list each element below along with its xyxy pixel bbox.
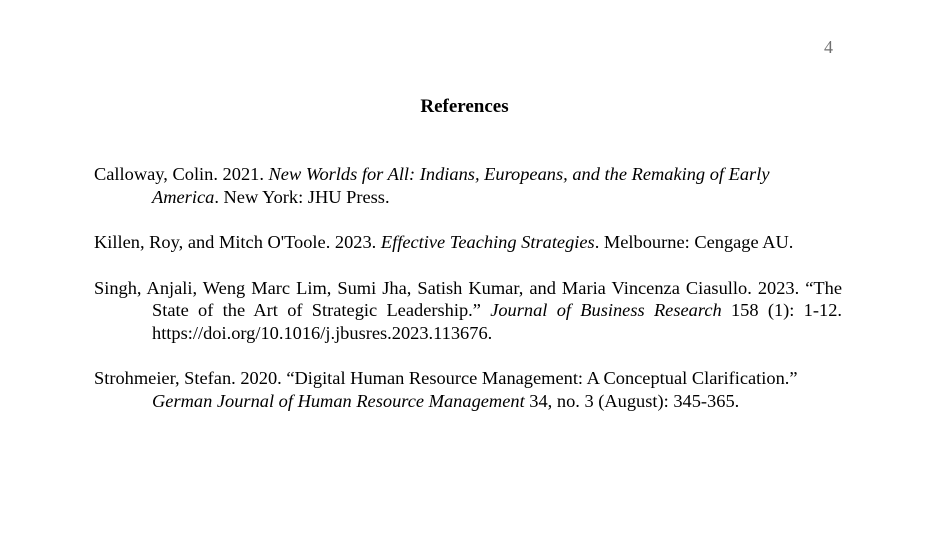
reference-text: 34, no. 3 (August): 345-365.	[524, 390, 740, 411]
reference-title: New Worlds for All: Indians, Europeans, and the Remaking of Early America	[152, 164, 770, 207]
reference-killen	[94, 231, 822, 254]
reference-text: Calloway, Colin. 2021.	[94, 164, 269, 184]
reference-text: Singh, Anjali, Weng Marc Lim, Sumi Jha, Satish Kumar, and Maria Vincenza Ciasullo. 2023. “The State of the Art of Strategic Leadership.”	[94, 277, 842, 320]
references-heading: References	[420, 96, 509, 117]
reference-text: . Melbourne: Cengage AU.	[594, 232, 794, 252]
reference-title: German Journal of Human Resource Management	[152, 390, 525, 411]
reference-calloway	[94, 163, 822, 208]
reference-text: 158 (1): 1-12. https://doi.org/10.1016/j.jbusres.2023.113676.	[152, 300, 842, 343]
page-number: 4	[824, 37, 833, 57]
reference-text: Killen, Roy, and Mitch O'Toole. 2023.	[94, 232, 381, 252]
reference-singh	[94, 277, 842, 345]
reference-text: Strohmeier, Stefan. 2020. “Digital Human Resource Management: A Conceptual Clarification.”	[94, 368, 798, 388]
reference-list	[94, 163, 842, 435]
reference-title: Effective Teaching Strategies	[380, 232, 595, 252]
reference-text: . New York: JHU Press.	[214, 186, 390, 207]
reference-title: Journal of Business Research	[490, 300, 722, 320]
reference-strohmeier	[94, 367, 822, 412]
